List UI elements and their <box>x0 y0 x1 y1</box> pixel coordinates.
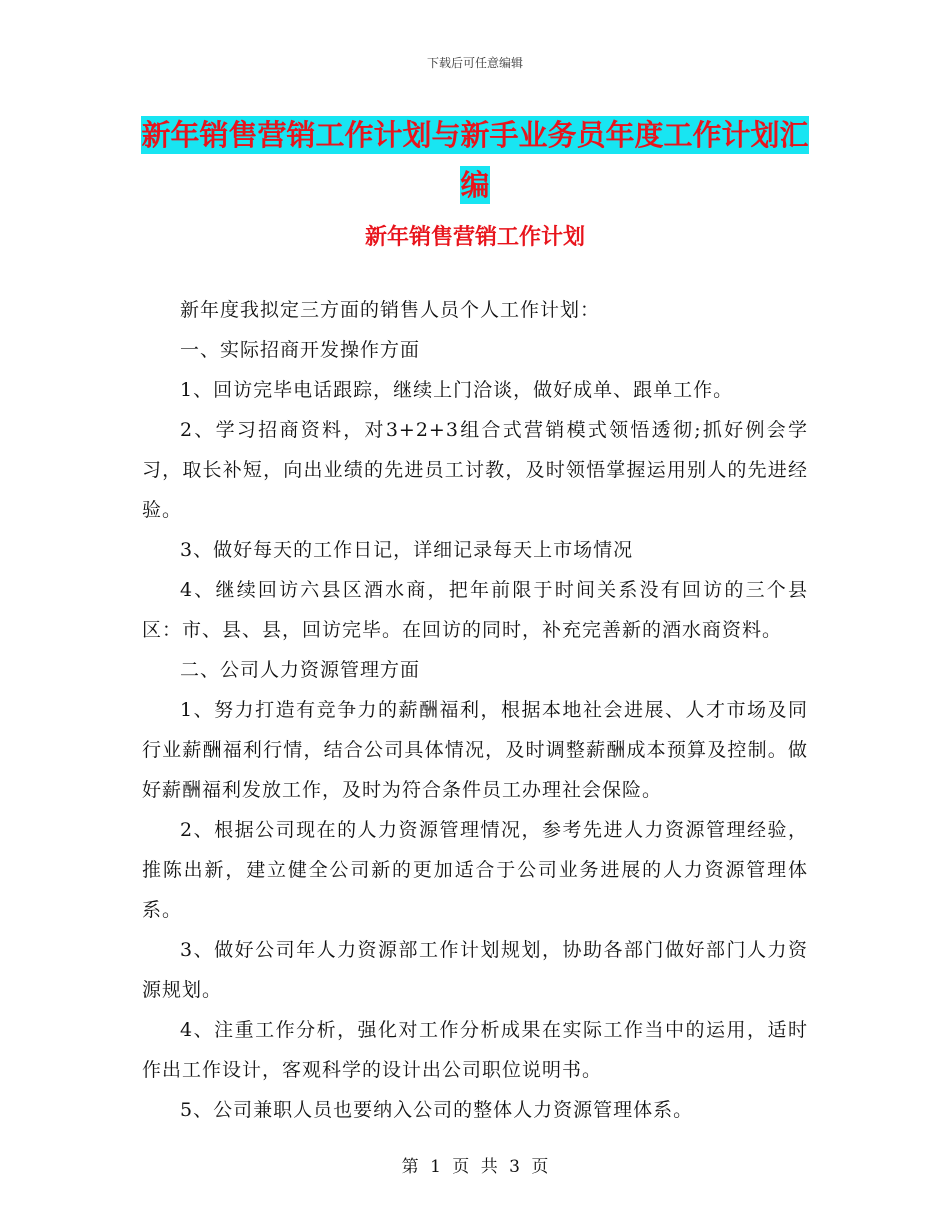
document-title <box>140 110 810 210</box>
paragraph: 3、做好公司年人力资源部工作计划规划，协助各部门做好部门人力资源规划。 <box>142 939 808 1001</box>
paragraph: 4、继续回访六县区酒水商，把年前限于时间关系没有回访的三个县区：市、县、县，回访完毕。在回访的同时，补充完善新的酒水商资料。 <box>142 579 808 641</box>
paragraph: 2、根据公司现在的人力资源管理情况，参考先进人力资源管理经验，推陈出新，建立健全公司新的更加适合于公司业务进展的人力资源管理体系。 <box>142 819 808 921</box>
paragraph: 3、做好每天的工作日记，详细记录每天上市场情况 <box>180 539 634 561</box>
section-heading: 一、实际招商开发操作方面 <box>180 339 421 361</box>
document-title-text: 新年销售营销工作计划与新手业务员年度工作计划汇编 <box>141 118 809 202</box>
paragraph: 1、回访完毕电话跟踪，继续上门洽谈，做好成单、跟单工作。 <box>180 379 734 401</box>
paragraph: 新年度我拟定三方面的销售人员个人工作计划： <box>180 299 601 321</box>
paragraph: 2、学习招商资料，对3+2+3组合式营销模式领悟透彻;抓好例会学习，取长补短，向出业绩的先进员工讨教，及时领悟掌握运用别人的先进经验。 <box>142 419 808 521</box>
header-note: 下载后可任意编辑 <box>426 56 523 70</box>
page-number: 第 1 页 共 3 页 <box>401 1157 549 1177</box>
document-body <box>142 290 808 1130</box>
section-heading: 二、公司人力资源管理方面 <box>180 659 421 681</box>
paragraph: 4、注重工作分析，强化对工作分析成果在实际工作当中的运用，适时作出工作设计，客观科学的设计出公司职位说明书。 <box>142 1019 808 1081</box>
paragraph: 1、努力打造有竞争力的薪酬福利，根据本地社会进展、人才市场及同行业薪酬福利行情，结合公司具体情况，及时调整薪酬成本预算及控制。做好薪酬福利发放工作，及时为符合条件员工办理社会保险。 <box>142 699 808 801</box>
section-title: 新年销售营销工作计划 <box>364 224 585 250</box>
paragraph: 5、公司兼职人员也要纳入公司的整体人力资源管理体系。 <box>180 1099 694 1121</box>
